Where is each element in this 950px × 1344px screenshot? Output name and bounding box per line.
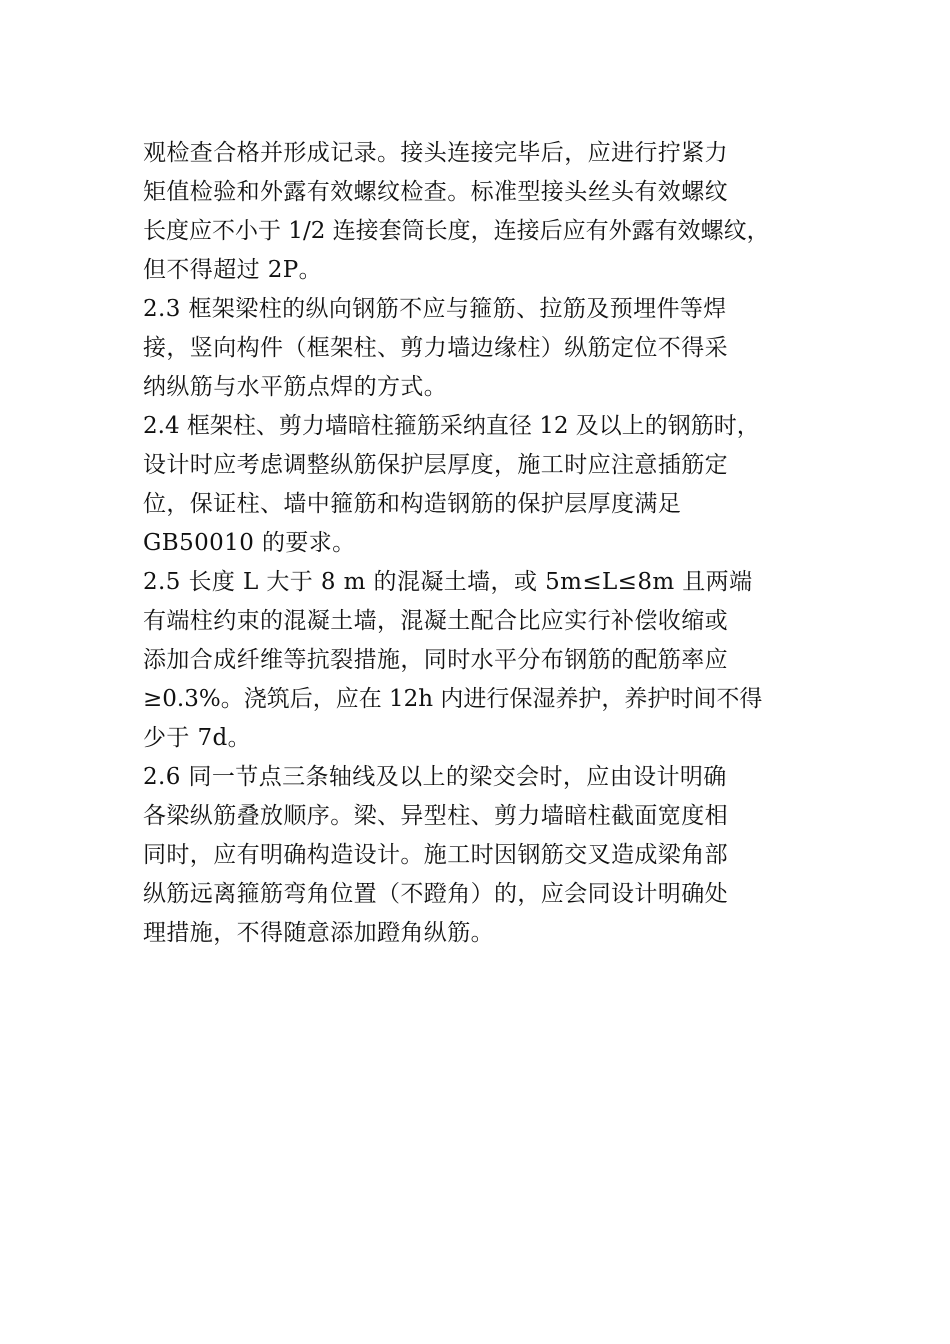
text-line: GB50010 的要求。 (143, 530, 356, 556)
text-line: 同时，应有明确构造设计。施工时因钢筋交叉造成梁角部 (143, 842, 728, 868)
text-line: ≥0.3%。浇筑后，应在 12h 内进行保湿养护，养护时间不得 (143, 686, 763, 712)
document-body (143, 134, 843, 953)
text-line: 纵筋远离箍筋弯角位置（不蹬角）的，应会同设计明确处 (143, 881, 728, 907)
text-line: 设计时应考虑调整纵筋保护层厚度，施工时应注意插筋定 (143, 452, 728, 478)
text-line: 长度应不小于 1/2 连接套筒长度，连接后应有外露有效螺纹， (143, 218, 770, 244)
text-line: 位，保证柱、墙中箍筋和构造钢筋的保护层厚度满足 (143, 491, 682, 517)
text-line: 矩值检验和外露有效螺纹检查。标准型接头丝头有效螺纹 (143, 179, 728, 205)
text-line: 有端柱约束的混凝土墙，混凝土配合比应实行补偿收缩或 (143, 608, 728, 634)
text-line: 观检查合格并形成记录。接头连接完毕后，应进行拧紧力 (143, 140, 728, 166)
text-line: 纳纵筋与水平筋点焊的方式。 (143, 374, 448, 400)
text-line: 各梁纵筋叠放顺序。梁、异型柱、剪力墙暗柱截面宽度相 (143, 803, 728, 829)
text-line: 理措施，不得随意添加蹬角纵筋。 (143, 920, 494, 946)
text-line: 添加合成纤维等抗裂措施，同时水平分布钢筋的配筋率应 (143, 647, 728, 673)
text-line: 2.5 长度 L 大于 8 m 的混凝土墙，或 5m≤L≤8m 且两端 (143, 569, 753, 595)
text-line: 2.4 框架柱、剪力墙暗柱箍筋采纳直径 12 及以上的钢筋时， (143, 413, 760, 439)
text-line: 但不得超过 2P。 (143, 257, 323, 283)
text-line: 2.6 同一节点三条轴线及以上的梁交会时，应由设计明确 (143, 764, 727, 790)
text-line: 接，竖向构件（框架柱、剪力墙边缘柱）纵筋定位不得采 (143, 335, 728, 361)
text-line: 少于 7d。 (143, 725, 252, 751)
text-line: 2.3 框架梁柱的纵向钢筋不应与箍筋、拉筋及预埋件等焊 (143, 296, 727, 322)
